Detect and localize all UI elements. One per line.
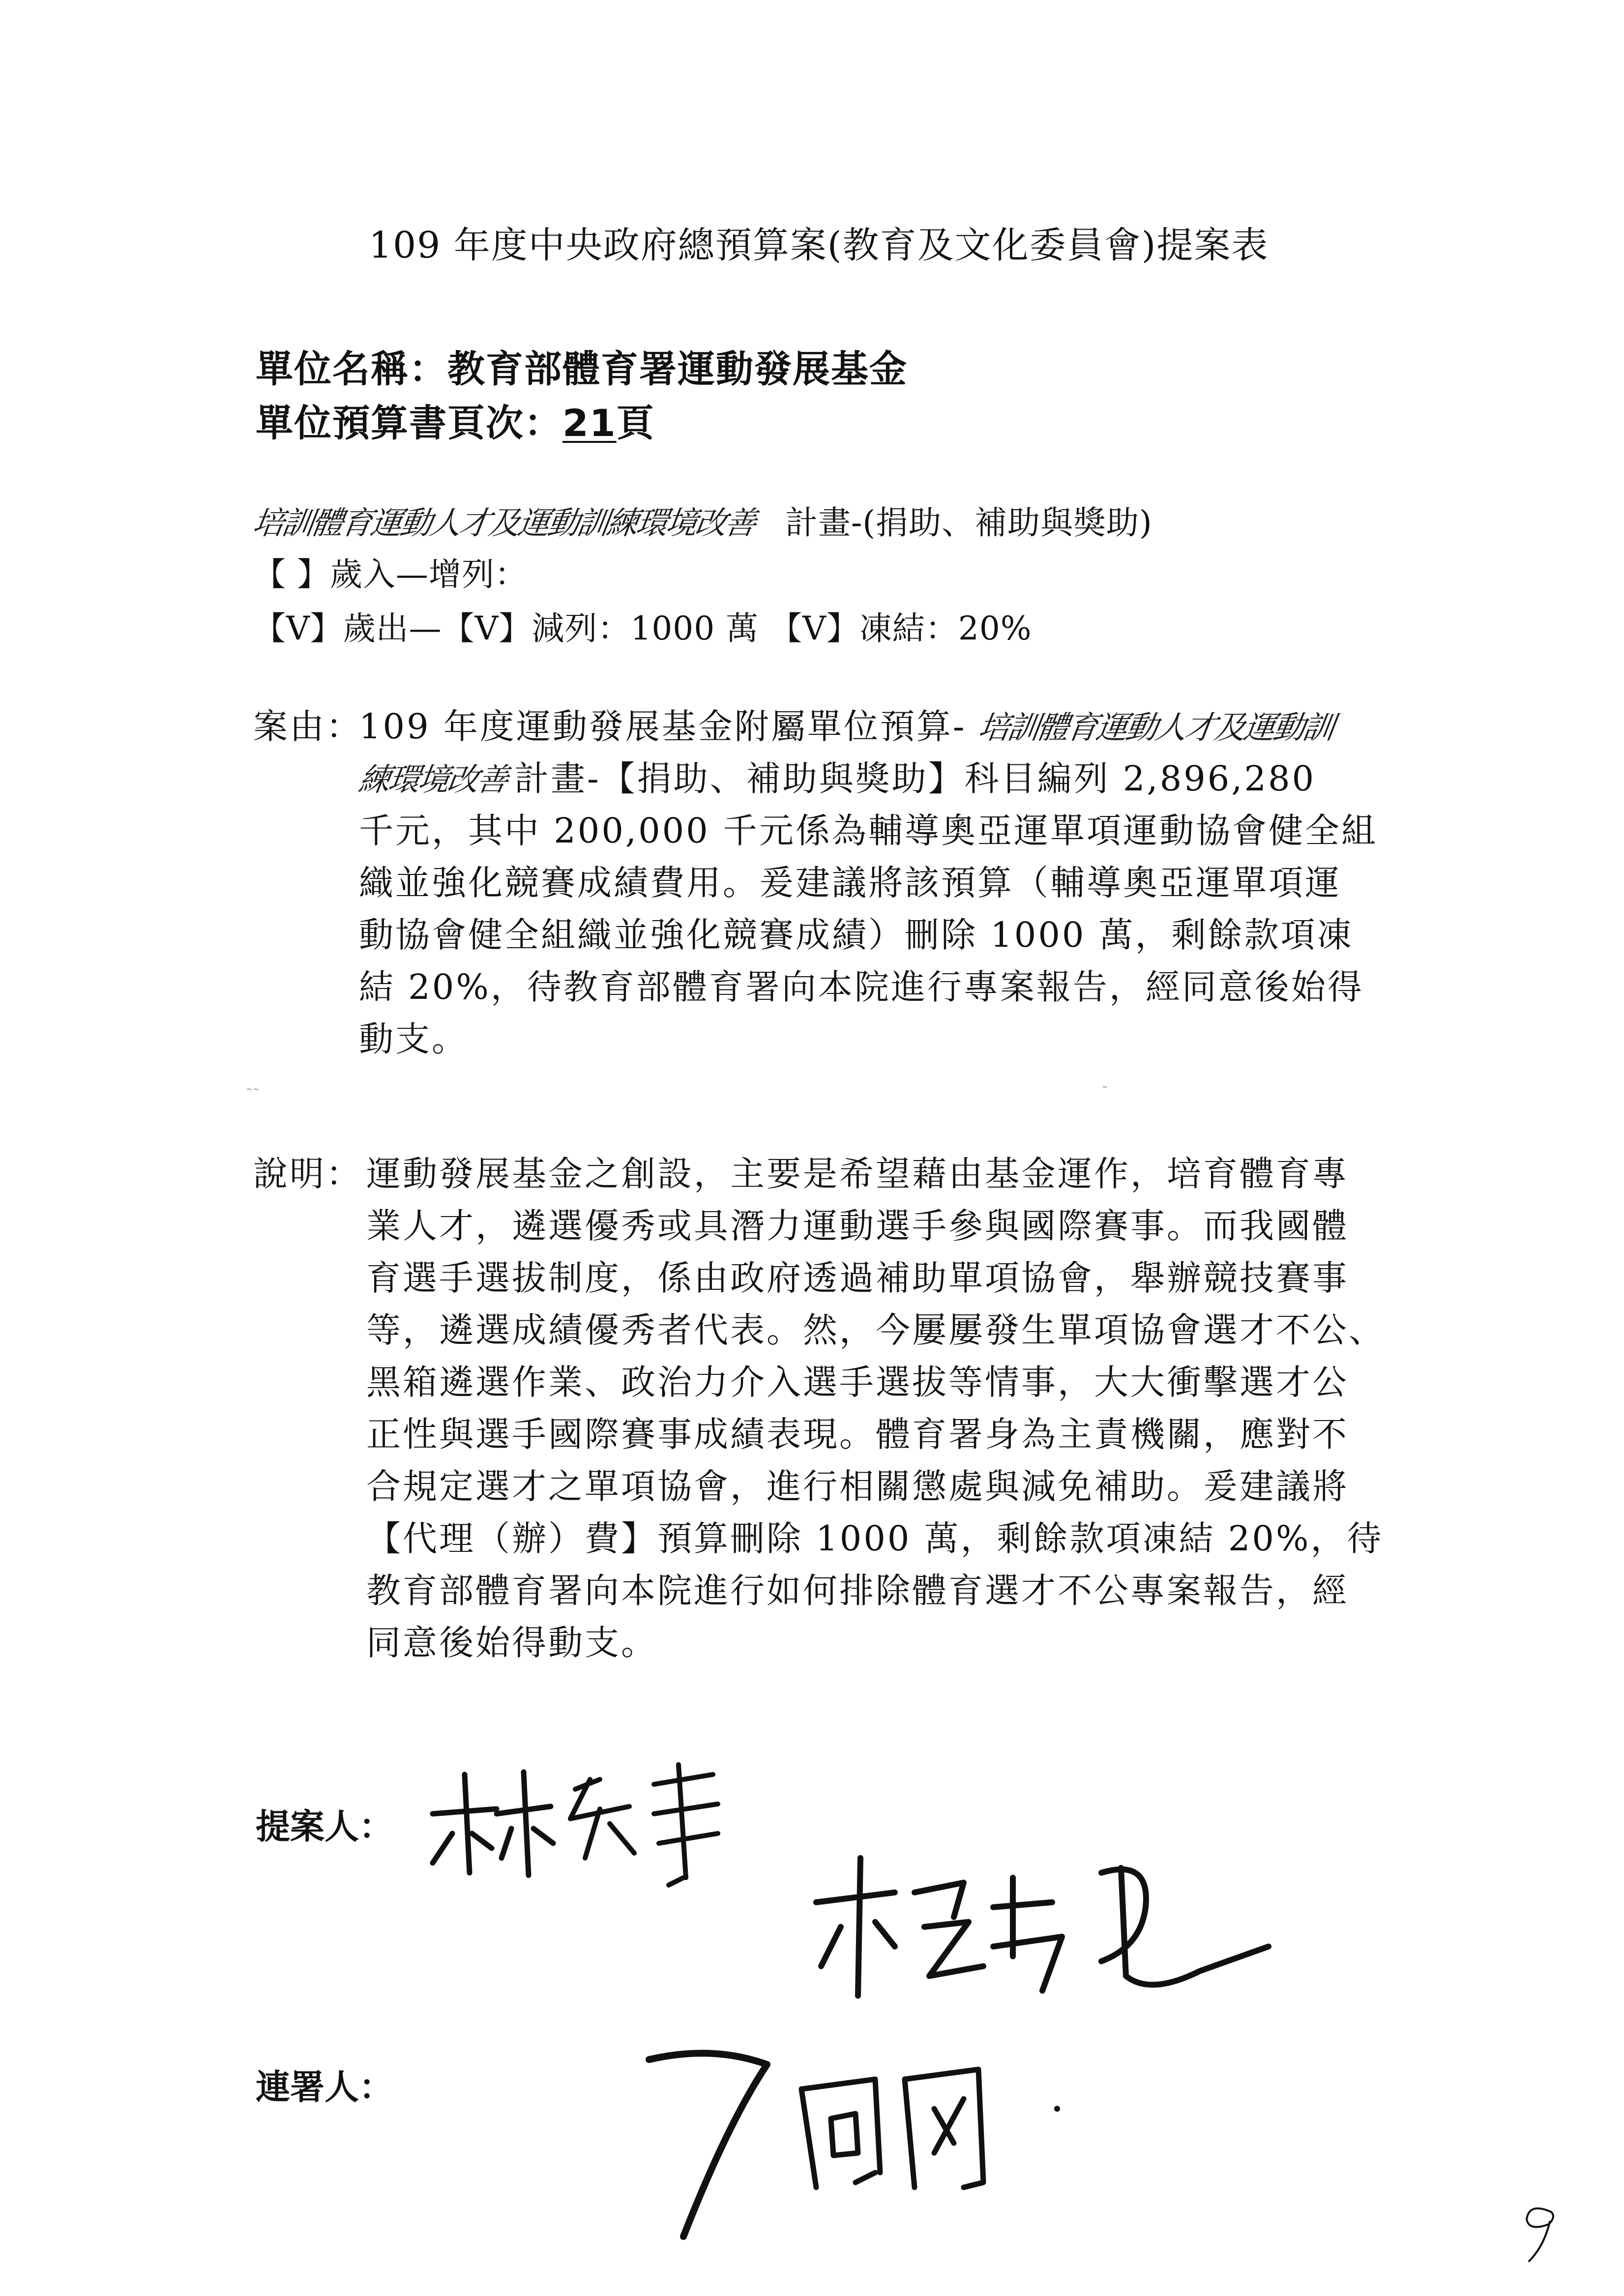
budget-page-label: 單位預算書頁次： (256, 401, 562, 445)
budget-page-number: 21 (562, 401, 617, 445)
budget-page-suffix: 頁 (616, 401, 655, 445)
revenue-line: 【 】歲入—增列： (253, 555, 528, 593)
reason-line-5: 動協會健全組織並強化競賽成績）刪除 1000 萬，剩餘款項凍 (359, 915, 1354, 955)
proposer-signature (423, 1760, 738, 1888)
explanation-line-5: 黑箱遴選作業、政治力介入選手選拔等情事，大大衝擊選才公 (366, 1362, 1349, 1402)
reason-line-2 (356, 753, 1316, 806)
cosigner-signature-2 (639, 2025, 1082, 2241)
proposer-label: 提案人： (256, 1806, 393, 1847)
plan-line (250, 496, 1152, 543)
budget-page-line (256, 393, 655, 447)
explanation-line-10: 同意後始得動支。 (366, 1623, 657, 1663)
explanation-label: 說明： (253, 1154, 362, 1194)
reason-line-3: 千元，其中 200,000 千元係為輔導奧亞運單項運動協會健全組 (359, 811, 1378, 851)
explanation-line-1: 運動發展基金之創設，主要是希望藉由基金運作，培育體育專 (366, 1154, 1349, 1194)
explanation-line-7: 合規定選才之單項協會，進行相關懲處與減免補助。爰建議將 (366, 1466, 1349, 1507)
explanation-line-4: 等，遴選成績優秀者代表。然，今屢屢發生單項協會選才不公、 (366, 1310, 1385, 1350)
reason-label: 案由： (253, 706, 362, 747)
page-title: 109 年度中央政府總預算案(教育及文化委員會)提案表 (369, 224, 1269, 266)
reason-prefix: 109 年度運動發展基金附屬單位預算- (359, 706, 967, 747)
expense-line: 【V】歲出—【V】減列：1000 萬 【V】凍結：20% (253, 610, 1032, 647)
unit-name-line (256, 339, 908, 393)
reason-hand-part-1: 培訓體育運動人才及運動訓 (975, 710, 1335, 746)
explanation-line-6: 正性與選手國際賽事成績表現。體育署身為主責機關，應對不 (366, 1414, 1349, 1454)
unit-name: 教育部體育署運動發展基金 (447, 347, 908, 391)
scan-speck: ˜ (1101, 1084, 1108, 1100)
explanation-line-8: 【代理（辦）費】預算刪除 1000 萬，剩餘款項凍結 20%，待 (366, 1518, 1384, 1559)
explanation-line-9: 教育部體育署向本院進行如何排除體育選才不公專案報告，經 (366, 1570, 1349, 1611)
scan-speck: ˜˜ (246, 1086, 260, 1103)
plan-suffix: 計畫-(捐助、補助與獎助) (785, 504, 1152, 542)
unit-name-label: 單位名稱： (256, 347, 447, 391)
reason-line-7: 動支。 (359, 1019, 468, 1059)
reason-line-6: 結 20%，待教育部體育署向本院進行專案報告，經同意後始得 (359, 967, 1364, 1007)
explanation-line-3: 育選手選拔制度，係由政府透過補助單項協會，舉辦競技賽事 (366, 1258, 1349, 1298)
plan-handwritten-name: 培訓體育運動人才及運動訓練環境改善 (250, 505, 757, 542)
reason-line-4: 織並強化競賽成績費用。爰建議將該預算（輔導奧亞運單項運 (359, 863, 1341, 903)
reason-line-1 (359, 700, 1335, 754)
cosigner-label: 連署人： (256, 2067, 393, 2107)
page-mark-9 (1519, 2197, 1564, 2266)
cosigner-signature-1 (806, 1848, 1278, 2005)
reason-hand-part-2: 練環境改善 (356, 762, 509, 798)
explanation-line-2: 業人才，遴選優秀或具潛力運動選手參與國際賽事。而我國體 (366, 1206, 1349, 1246)
reason-line-2-rest: 計畫-【捐助、補助與獎助】科目編列 2,896,280 (514, 758, 1316, 799)
